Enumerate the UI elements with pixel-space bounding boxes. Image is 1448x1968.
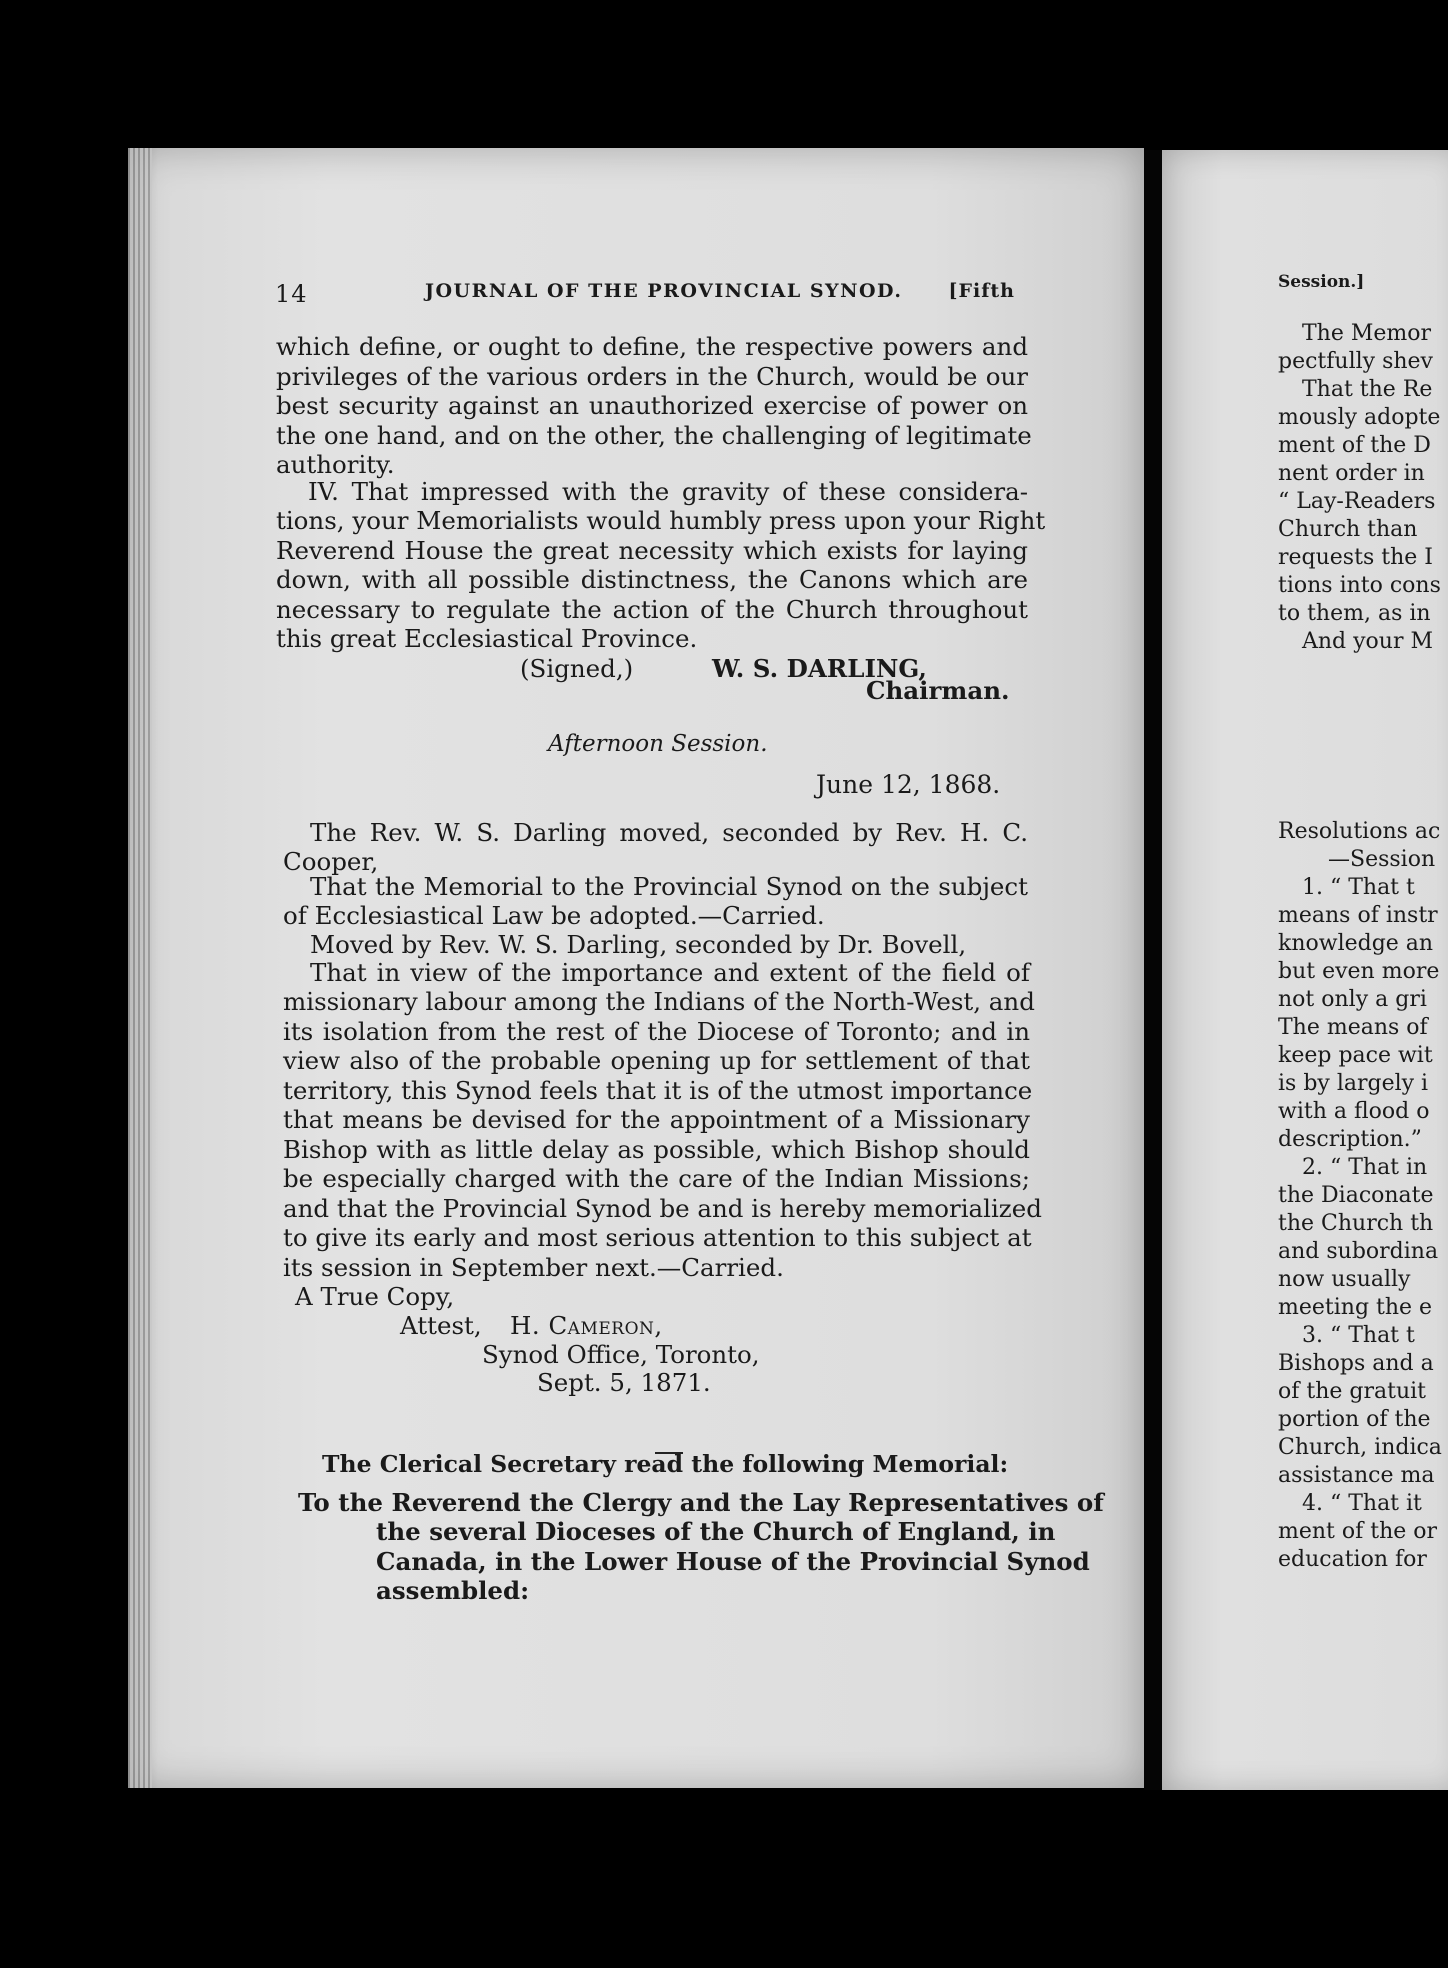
text-line: its isolation from the rest of the Diocese of Toronto; and in [283,1016,1030,1046]
motion1-resolution-line2: of Ecclesiastical Law be adopted.—Carried. [283,901,825,930]
page-number: 14 [275,280,308,308]
text-line: 4. “ That it [1302,1491,1422,1516]
text-line: tions, your Memorialists would humbly press upon your Right [276,506,1046,535]
text-line: The Memor [1302,321,1432,346]
text-line: assembled: [376,1576,530,1605]
text-line: of the gratuit [1278,1379,1427,1404]
right-page-resolutions-text [1278,818,1442,1574]
text-line: and that the Provincial Synod be and is hereby memorialized [283,1193,1042,1223]
text-line: 3. “ That t [1302,1323,1415,1348]
text-line: description.” [1278,1127,1422,1152]
motion1-resolution-line1 [310,872,1028,902]
text-line: authority. [276,450,395,479]
text-line: is by largely i [1278,1071,1429,1096]
text-line: not only a gri [1278,987,1427,1012]
text-line: Reverend House the great necessity which exists for laying [276,535,1028,565]
text-line: Canada, in the Lower House of the Provincial Synod [376,1546,1090,1576]
text-line: the one hand, and on the other, the challenging of legitimate [276,420,1032,450]
text-line: and subordina [1278,1239,1439,1264]
text-line: its session in September next.—Carried. [283,1252,784,1282]
true-copy-label: A True Copy, [295,1282,455,1311]
header-right: [Fifth [948,280,1015,302]
journal-title: JOURNAL OF THE PROVINCIAL SYNOD. [425,280,903,302]
address-paragraph [376,1517,1090,1606]
text-line: Bishops and a [1278,1351,1434,1376]
text-line: To the Reverend the Clergy and the Lay Representatives of [298,1488,1104,1517]
motion2-paragraph [283,987,1042,1282]
text-line: the Church th [1278,1211,1434,1236]
book-gutter [1144,150,1162,1790]
point-iv-first-line [308,477,1028,507]
text-line: knowledge an [1278,931,1434,956]
text-line: ment of the or [1278,1519,1438,1544]
text-line: And your M [1302,629,1434,654]
memorial-end-paragraph [276,332,1032,480]
attest-office: Synod Office, Toronto, [482,1340,760,1369]
text-line: Resolutions ac [1278,819,1441,844]
right-page-top-text [1278,320,1441,656]
session-date: June 12, 1868. [816,770,1001,799]
text-line: Church, indica [1278,1435,1442,1460]
text-line: meeting the e [1278,1295,1433,1320]
text-line: territory, this Synod feels that it is of the utmost importance [283,1075,1033,1105]
text-line: to them, as in [1278,601,1431,626]
attest-date: Sept. 5, 1871. [537,1368,711,1397]
point-iv-paragraph [276,506,1046,654]
text-line: with a flood o [1278,1099,1430,1124]
text-line: The means of [1278,1015,1428,1040]
text-line: ment of the D [1278,433,1431,458]
text-line: tions into cons [1278,573,1441,598]
session-heading: Afternoon Session. [548,731,768,757]
right-page-header: Session.] [1278,272,1365,292]
text-line: view also of the probable opening up for settlement of that [283,1046,1030,1075]
text-line: mously adopte [1278,405,1441,430]
text-line: “ Lay-Readers [1278,489,1436,514]
text-line: be especially charged with the care of the Indian Missions; [283,1164,1030,1193]
text-line: That the Re [1302,377,1433,402]
text-line: now usually [1278,1267,1411,1292]
text-line: the several Dioceses of the Church of England, in [376,1517,1056,1546]
text-line: 1. “ That t [1302,875,1415,900]
signatory-name: W. S. DARLING, [712,654,927,683]
text-line: The Rev. W. S. Darling moved, seconded by Rev. H. C. [310,818,1028,847]
text-line: That in view of the importance and extent of the field of [310,958,1030,987]
text-line: down, with all possible distinctness, the Canons which are [276,565,1028,594]
text-line: necessary to regulate the action of the Church throughout [276,594,1028,624]
text-line: privileges of the various orders in the Church, would be our [276,361,1028,391]
text-line: best security against an unauthorized exercise of power on [276,391,1028,420]
text-line: requests the I [1278,545,1433,570]
text-line: the Diaconate [1278,1183,1434,1208]
text-line: nent order in [1278,461,1425,486]
attest-name: H. Cameron, [510,1311,663,1340]
text-line: 2. “ That in [1302,1155,1428,1180]
motion2-first-line [310,958,1030,988]
motion2-intro: Moved by Rev. W. S. Darling, seconded by Dr. Bovell, [310,930,967,959]
text-line: pectfully shev [1278,349,1433,374]
text-line: Church than [1278,517,1418,542]
attest-label: Attest, [400,1311,482,1340]
text-line: this great Ecclesiastical Province. [276,624,698,653]
text-line: but even more [1278,959,1440,984]
text-line: Bishop with as little delay as possible, which Bishop should [283,1134,1030,1164]
text-line: to give its early and most serious attention to this subject at [283,1223,1032,1252]
text-line: means of instr [1278,903,1438,928]
text-line: portion of the [1278,1407,1431,1432]
text-line: education for [1278,1547,1427,1572]
text-line: assistance ma [1278,1463,1435,1488]
clerical-secretary-line: The Clerical Secretary read the following Memorial: [322,1450,1009,1478]
signed-label: (Signed,) [520,654,634,683]
text-line: —Session [1328,847,1436,872]
motion1-first-line [310,818,1028,848]
text-line: that means be devised for the appointment of a Missionary [283,1105,1030,1134]
text-line: IV. That impressed with the gravity of these considera- [308,477,1028,506]
motion1-second-line: Cooper, [283,847,379,876]
address-first-line [298,1488,1104,1518]
text-line: missionary labour among the Indians of the North-West, and [283,987,1035,1016]
signatory-role: Chairman. [866,676,1010,705]
text-line: That the Memorial to the Provincial Synod on the subject [310,872,1028,901]
text-line: which define, or ought to define, the respective powers and [276,332,1028,361]
text-line: keep pace wit [1278,1043,1433,1068]
